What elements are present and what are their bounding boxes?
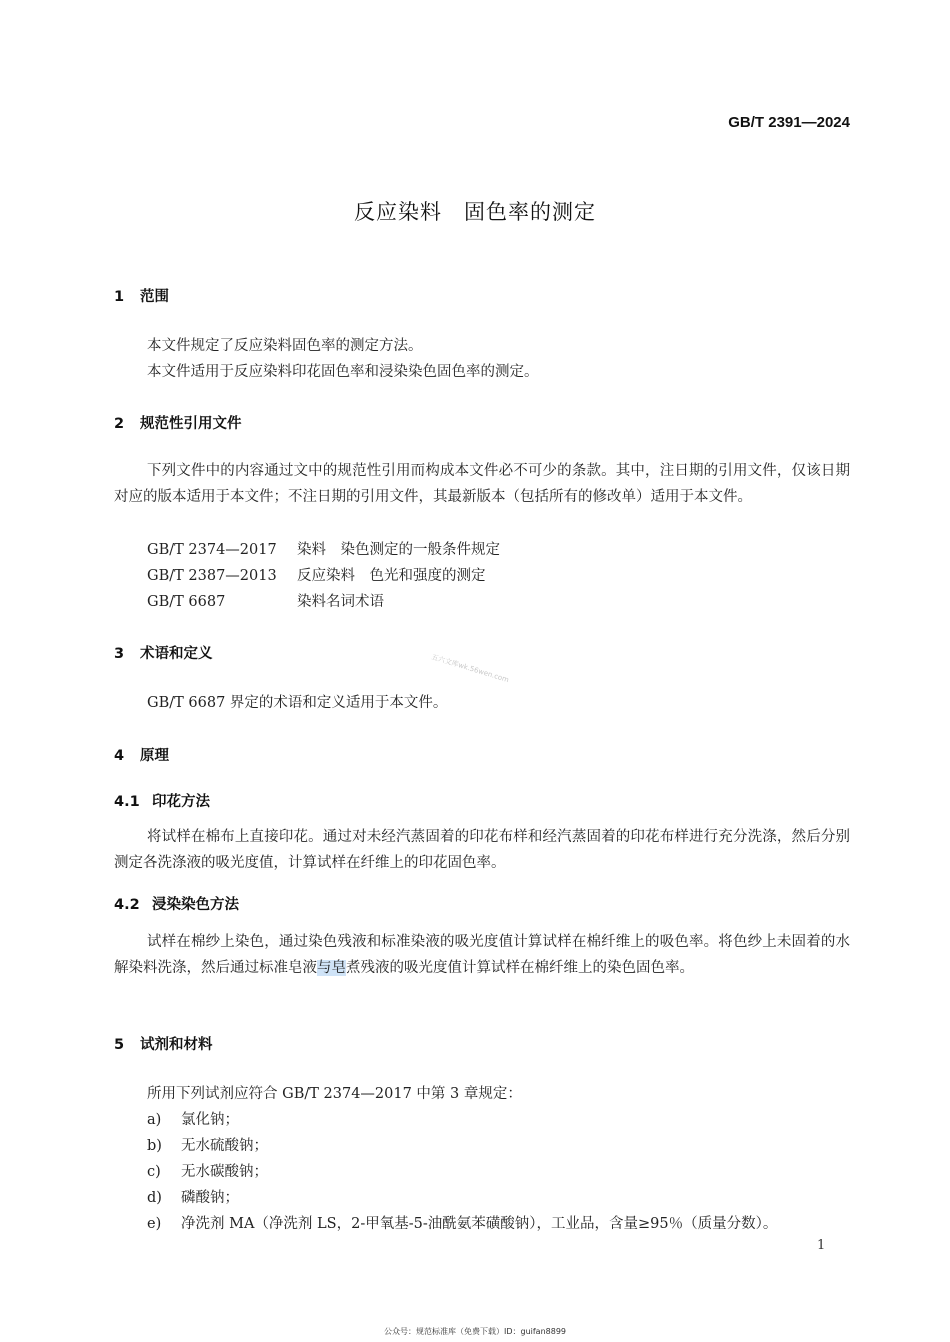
list-label: a) <box>147 1112 162 1128</box>
list-label: c) <box>147 1164 161 1180</box>
section-4-1-heading <box>114 790 210 811</box>
list-label: b) <box>147 1138 162 1154</box>
section-4-2-heading <box>114 893 239 914</box>
section-5-heading <box>114 1033 213 1054</box>
reference-title: 反应染料 色光和强度的测定 <box>297 568 486 584</box>
footer-note: 公众号：规范标准库（免费下载）ID：guifan8899 <box>383 1327 567 1336</box>
section-number: 4 <box>114 748 125 764</box>
reference-code: GB/T 2374—2017 <box>147 542 277 558</box>
section-title: 规范性引用文件 <box>140 416 242 432</box>
section-1-heading <box>114 285 169 306</box>
normative-reference <box>147 590 384 611</box>
reference-title: 染料 染色测定的一般条件规定 <box>297 542 500 558</box>
list-item <box>147 1212 777 1233</box>
paragraph: 将试样在棉布上直接印花。通过对未经汽蒸固着的印花布样和经汽蒸固着的印花布样进行充分洗涤，然后分别测定各洗涤液的吸光度值，计算试样在纤维上的印花固色率。 <box>114 829 850 871</box>
reference-code: GB/T 6687 <box>147 594 226 610</box>
normative-reference <box>147 538 500 559</box>
document-title: 反应染料 固色率的测定 <box>354 200 596 224</box>
list-label: d) <box>147 1190 162 1206</box>
section-number: 1 <box>114 289 125 305</box>
section-3-heading <box>114 642 213 663</box>
list-item <box>147 1134 268 1155</box>
reference-code: GB/T 2387—2013 <box>147 568 277 584</box>
list-item <box>147 1160 268 1181</box>
list-text: 氯化钠； <box>181 1112 239 1128</box>
section-2-heading <box>114 412 242 433</box>
section-title: 原理 <box>140 748 169 764</box>
list-text: 无水碳酸钠； <box>181 1164 268 1180</box>
paragraph: GB/T 6687 界定的术语和定义适用于本文件。 <box>147 695 448 711</box>
list-item <box>147 1186 239 1207</box>
normative-reference <box>147 564 486 585</box>
watermark: 五六文库wk.56wen.com <box>430 652 510 685</box>
section-title: 范围 <box>140 289 169 305</box>
standard-code: GB/T 2391—2024 <box>728 114 850 131</box>
section-number: 4.1 <box>114 794 140 810</box>
paragraph: 所用下列试剂应符合 GB/T 2374—2017 中第 3 章规定： <box>147 1086 522 1102</box>
section-title: 印花方法 <box>152 794 210 810</box>
list-text: 净洗剂 MA（净洗剂 LS，2-甲氧基-5-油酰氨苯磺酸钠），工业品，含量≥95％（质量分数）。 <box>181 1216 778 1232</box>
page-number: 1 <box>817 1238 826 1253</box>
text-run: 煮残液的吸光度值计算试样在棉纤维上的染色固色率。 <box>346 960 694 976</box>
section-number: 5 <box>114 1037 125 1053</box>
paragraph: 本文件适用于反应染料印花固色率和浸染染色固色率的测定。 <box>147 364 539 380</box>
section-title: 术语和定义 <box>140 646 213 662</box>
section-number: 2 <box>114 416 125 432</box>
list-text: 无水硫酸钠； <box>181 1138 268 1154</box>
reference-title: 染料名词术语 <box>297 594 384 610</box>
list-item <box>147 1108 239 1129</box>
list-label: e) <box>147 1216 162 1232</box>
paragraph: 本文件规定了反应染料固色率的测定方法。 <box>147 338 423 354</box>
paragraph <box>114 929 850 981</box>
list-text: 磷酸钠； <box>181 1190 239 1206</box>
section-title: 浸染染色方法 <box>152 897 239 913</box>
paragraph: 下列文件中的内容通过文中的规范性引用而构成本文件必不可少的条款。其中，注日期的引用文件，仅该日期对应的版本适用于本文件；不注日期的引用文件，其最新版本（包括所有的修改单）适用于本文件。 <box>114 463 850 505</box>
section-title: 试剂和材料 <box>140 1037 213 1053</box>
highlighted-text: 与皂 <box>317 960 346 976</box>
section-number: 3 <box>114 646 125 662</box>
section-4-heading <box>114 744 169 765</box>
text-run: 试样在棉纱上染色，通过染色残液和标准染液的吸光度值计算试样在棉纤维上的吸色率。将色纱上未固着的水解染料洗涤，然后通过标准皂液 <box>114 934 850 976</box>
section-number: 4.2 <box>114 897 140 913</box>
